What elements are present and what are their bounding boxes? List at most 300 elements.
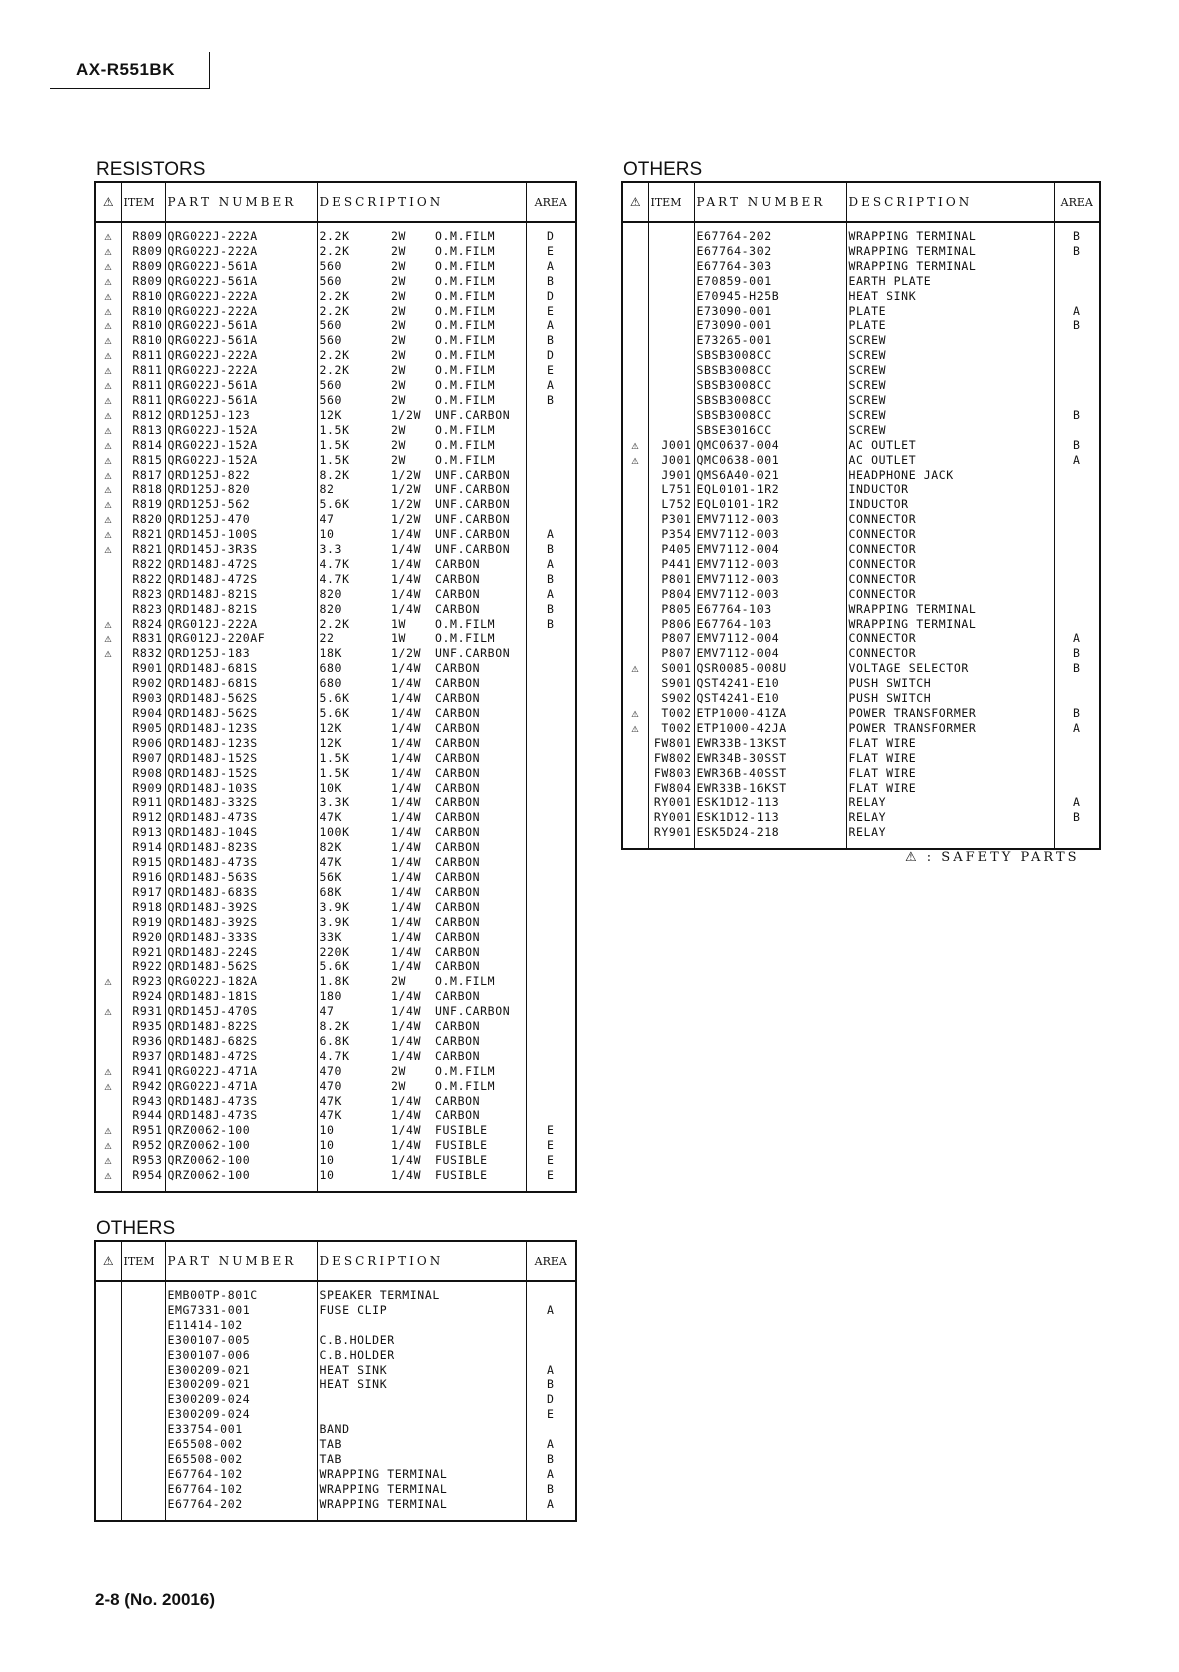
part-number: QRZ0062-100 [165,1138,317,1153]
resistor-type: FUSIBLE [435,1138,488,1153]
item-ref: R952 [121,1138,165,1153]
part-number: QRG022J-222A [165,289,317,304]
resistance-value: 1.8K [317,974,389,989]
safety-mark [622,557,648,572]
item-ref [648,378,694,393]
table-row [95,795,576,810]
item-ref [121,1482,165,1497]
resistor-type: O.M.FILM [435,616,496,631]
safety-mark: ⚠ [95,423,121,438]
safety-mark: ⚠ [95,318,121,333]
part-number: QRD148J-181S [165,989,317,1004]
safety-mark [95,840,121,855]
table-row [95,1377,576,1392]
part-number: QRZ0062-100 [165,1168,317,1192]
wattage: 1/4W [391,1153,422,1168]
table-row [622,572,1100,587]
safety-mark [622,751,648,766]
table-row [622,378,1100,393]
resistor-type: O.M.FILM [435,392,496,407]
resistor-type: FUSIBLE [435,1168,488,1183]
table-row [95,244,576,259]
item-ref: R904 [121,706,165,721]
table-row [95,289,576,304]
resistor-type: FUSIBLE [435,1153,488,1168]
area-code [1054,781,1100,796]
resistance-value: 4.7K [317,557,389,572]
area-code: B [1054,810,1100,825]
part-number: ETP1000-42JA [694,721,846,736]
area-code [526,1049,576,1064]
resistance-value: 18K [317,646,389,661]
description: AC OUTLET [846,453,1054,468]
part-number: QRD148J-473S [165,1108,317,1123]
item-ref [648,348,694,363]
item-ref: R909 [121,781,165,796]
table-row [95,1392,576,1407]
description: VOLTAGE SELECTOR [846,661,1054,676]
safety-mark [95,900,121,915]
wattage: 2W [391,1078,407,1093]
part-number: SBSB3008CC [694,348,846,363]
area-code [1054,333,1100,348]
part-number: QRG022J-561A [165,318,317,333]
description: RELAY [846,810,1054,825]
area-code: A [526,259,576,274]
resistor-type: O.M.FILM [435,273,496,288]
header-rule [50,88,210,89]
item-ref: R943 [121,1094,165,1109]
wattage: 1/4W [391,720,422,735]
table-row [95,1333,576,1348]
area-code: D [526,222,576,244]
resistor-type: UNF.CARBON [435,1004,511,1019]
safety-mark [622,542,648,557]
part-number: EWR33B-13KST [694,736,846,751]
resistor-type: O.M.FILM [435,631,496,646]
part-number: ESK1D12-113 [694,795,846,810]
item-ref [648,423,694,438]
table-row [95,974,576,989]
resistor-type: O.M.FILM [435,452,496,467]
safety-mark [95,676,121,691]
part-number: QRD148J-123S [165,736,317,751]
safety-mark [95,1363,121,1378]
description-header: DESCRIPTION [846,182,1054,222]
table-row [95,1079,576,1094]
area-code: E [526,244,576,259]
wattage: 1/4W [391,661,422,676]
area-code [526,810,576,825]
description: FLAT WIRE [846,736,1054,751]
safety-mark: ⚠ [95,974,121,989]
table-row [95,557,576,572]
table-row [95,587,576,602]
item-ref: R953 [121,1153,165,1168]
safety-mark [622,587,648,602]
item-ref: P801 [648,572,694,587]
resistor-type: CARBON [435,1108,481,1123]
item-ref [648,393,694,408]
resistor-type: CARBON [435,929,481,944]
resistor-type: CARBON [435,989,481,1004]
area-code [526,989,576,1004]
description: FLAT WIRE [846,766,1054,781]
item-ref: RY001 [648,810,694,825]
safety-mark: ⚠ [95,1079,121,1094]
table-row [95,1019,576,1034]
description: WRAPPING TERMINAL [846,602,1054,617]
description: CONNECTOR [846,587,1054,602]
table-row [622,781,1100,796]
area-code [1054,423,1100,438]
safety-mark [622,304,648,319]
resistor-type: CARBON [435,661,481,676]
part-number: QRD148J-823S [165,840,317,855]
safety-mark: ⚠ [95,1168,121,1192]
part-number: E67764-202 [694,222,846,244]
resistance-value: 820 [317,602,389,617]
resistance-value: 2.2K [317,222,389,244]
wattage: 1/4W [391,780,422,795]
resistor-type: CARBON [435,795,481,810]
safety-mark: ⚠ [95,617,121,632]
part-number: EQL0101-1R2 [694,497,846,512]
item-ref: R821 [121,527,165,542]
description: WRAPPING TERMINAL [846,244,1054,259]
area-code [526,1064,576,1079]
item-ref: R823 [121,587,165,602]
part-number: EMB00TP-801C [165,1281,317,1303]
resistance-value: 3.9K [317,915,389,930]
item-ref: R913 [121,825,165,840]
resistance-value: 560 [317,393,389,408]
safety-mark: ⚠ [95,363,121,378]
safety-mark [622,348,648,363]
description: SCREW [846,378,1054,393]
part-number: E70945-H25B [694,289,846,304]
table-row [622,646,1100,661]
table-row [95,840,576,855]
resistor-type: O.M.FILM [435,288,496,303]
resistor-type: O.M.FILM [435,422,496,437]
wattage: 2W [391,974,407,989]
wattage: 1/4W [391,840,422,855]
wattage: 2W [391,333,407,348]
table-row [95,393,576,408]
table-row [95,527,576,542]
part-number: EMV7112-004 [694,542,846,557]
table-row [95,497,576,512]
resistor-type: O.M.FILM [435,333,496,348]
resistance-value: 470 [317,1064,389,1079]
safety-mark [95,795,121,810]
description: EARTH PLATE [846,274,1054,289]
item-ref: R831 [121,631,165,646]
area-code: B [526,1377,576,1392]
description: RELAY [846,825,1054,849]
item-ref: R817 [121,468,165,483]
description: CONNECTOR [846,631,1054,646]
resistance-value: 82 [317,482,389,497]
table-row [95,542,576,557]
table-row [95,676,576,691]
resistance-value: 47K [317,810,389,825]
table-row [95,1303,576,1318]
area-code: B [526,617,576,632]
safety-parts-legend: ⚠ : SAFETY PARTS [905,850,1080,865]
resistor-type: CARBON [435,750,481,765]
area-code: B [1054,222,1100,244]
resistor-type: CARBON [435,691,481,706]
description: AC OUTLET [846,438,1054,453]
description: WRAPPING TERMINAL [846,259,1054,274]
table-row [622,661,1100,676]
resistor-type: O.M.FILM [435,437,496,452]
resistance-value: 680 [317,661,389,676]
resistor-type: CARBON [435,899,481,914]
description: C.B.HOLDER [317,1348,526,1363]
item-ref [121,1407,165,1422]
resistor-type: CARBON [435,720,481,735]
item-ref: R920 [121,930,165,945]
area-code [526,1034,576,1049]
others-bottom-title: OTHERS [96,1218,176,1239]
resistor-type: UNF.CARBON [435,497,511,512]
resistor-type: CARBON [435,586,481,601]
area-code [1054,393,1100,408]
safety-mark [95,1281,121,1303]
part-number: EWR36B-40SST [694,766,846,781]
safety-mark [622,333,648,348]
table-row [622,304,1100,319]
area-code: A [526,378,576,393]
safety-mark [622,810,648,825]
item-ref: R917 [121,885,165,900]
part-number-header: PART NUMBER [165,1241,317,1281]
table-row [95,900,576,915]
item-ref [648,333,694,348]
item-ref: R810 [121,304,165,319]
table-row [622,617,1100,632]
safety-mark [95,1377,121,1392]
table-row [622,289,1100,304]
safety-mark [622,631,648,646]
part-number: QRD148J-333S [165,930,317,945]
area-code: D [526,1392,576,1407]
item-ref: P405 [648,542,694,557]
safety-mark: ⚠ [95,393,121,408]
part-number: EMV7112-003 [694,572,846,587]
part-number: EWR34B-30SST [694,751,846,766]
item-ref: R905 [121,721,165,736]
item-ref: R908 [121,766,165,781]
area-code [1054,363,1100,378]
area-code [526,945,576,960]
part-number: QRD148J-473S [165,855,317,870]
table-row [95,855,576,870]
others-top-title: OTHERS [623,159,703,180]
wattage: 1/4W [391,542,422,557]
resistance-value: 560 [317,333,389,348]
resistance-value: 10 [317,1153,389,1168]
resistor-type: CARBON [435,556,481,571]
item-ref: R931 [121,1004,165,1019]
part-number: QRD148J-562S [165,959,317,974]
description [317,1318,526,1333]
safety-mark: ⚠ [95,1004,121,1019]
area-code [526,840,576,855]
item-ref [648,408,694,423]
table-row [622,810,1100,825]
area-header: AREA [1054,182,1100,222]
item-ref: R906 [121,736,165,751]
item-ref: FW802 [648,751,694,766]
area-code: B [526,333,576,348]
page-number: 2-8 (No. 20016) [95,1590,215,1609]
resistor-type: CARBON [435,676,481,691]
table-row [622,631,1100,646]
item-ref: L751 [648,482,694,497]
resistance-value: 10 [317,1123,389,1138]
item-ref [648,318,694,333]
table-row [622,348,1100,363]
resistance-value: 5.6K [317,497,389,512]
resistance-value: 560 [317,274,389,289]
part-number: QRD148J-473S [165,1094,317,1109]
table-row [95,646,576,661]
area-code [1054,602,1100,617]
area-code [526,1019,576,1034]
safety-mark [622,482,648,497]
description: CONNECTOR [846,572,1054,587]
part-number: QRG022J-152A [165,453,317,468]
item-ref: R916 [121,870,165,885]
table-row [95,1281,576,1303]
area-code: B [526,602,576,617]
item-ref: R921 [121,945,165,960]
description: SCREW [846,333,1054,348]
item-ref: S902 [648,691,694,706]
description: CONNECTOR [846,527,1054,542]
part-number: QRG022J-561A [165,333,317,348]
area-code: B [1054,706,1100,721]
item-ref [121,1467,165,1482]
part-number: QRD148J-683S [165,885,317,900]
area-header: AREA [526,1241,576,1281]
safety-mark: ⚠ [95,482,121,497]
resistor-type: O.M.FILM [435,303,496,318]
area-code [526,900,576,915]
part-number-header: PART NUMBER [694,182,846,222]
item-ref [121,1377,165,1392]
resistor-type: CARBON [435,571,481,586]
safety-mark [622,259,648,274]
item-ref: L752 [648,497,694,512]
area-code [1054,289,1100,304]
resistor-type: CARBON [435,735,481,750]
table-row [622,512,1100,527]
description: HEADPHONE JACK [846,468,1054,483]
safety-mark [95,1437,121,1452]
resistance-value: 2.2K [317,289,389,304]
resistor-type: CARBON [435,959,481,974]
area-code: B [526,1452,576,1467]
safety-mark: ⚠ [95,408,121,423]
table-row [95,781,576,796]
table-row [622,557,1100,572]
area-code: B [1054,318,1100,333]
item-ref: R809 [121,259,165,274]
item-ref: R912 [121,810,165,825]
part-number: QRG022J-471A [165,1064,317,1079]
area-code: A [1054,453,1100,468]
table-row [95,751,576,766]
area-code: A [1054,304,1100,319]
area-code [526,1079,576,1094]
area-code [526,1004,576,1019]
resistance-value: 12K [317,736,389,751]
safety-mark [95,661,121,676]
part-number: QRG022J-471A [165,1079,317,1094]
safety-mark: ⚠ [95,512,121,527]
area-code [1054,691,1100,706]
others-bottom-table [94,1240,577,1522]
safety-mark [95,989,121,1004]
resistor-type: UNF.CARBON [435,542,511,557]
part-number: SBSB3008CC [694,363,846,378]
wattage: 2W [391,303,407,318]
part-number: QRD125J-470 [165,512,317,527]
wattage: 2W [391,229,407,243]
part-number: QRG022J-561A [165,393,317,408]
table-row [95,959,576,974]
description: POWER TRANSFORMER [846,706,1054,721]
wattage: 2W [391,392,407,407]
table-row [622,587,1100,602]
resistance-value: 8.2K [317,1019,389,1034]
wattage: 1/2W [391,467,422,482]
wattage: 1/4W [391,601,422,616]
safety-mark [622,244,648,259]
safety-mark [95,1422,121,1437]
wattage: 2W [391,258,407,273]
resistance-value: 1.5K [317,438,389,453]
resistance-value: 100K [317,825,389,840]
item-ref: R818 [121,482,165,497]
area-code: B [1054,244,1100,259]
resistor-type: CARBON [435,1019,481,1034]
part-number: E300209-021 [165,1363,317,1378]
area-code [1054,259,1100,274]
area-code: A [526,1467,576,1482]
wattage: 1/4W [391,899,422,914]
part-number: E65508-002 [165,1452,317,1467]
safety-mark: ⚠ [95,631,121,646]
safety-mark: ⚠ [95,1064,121,1079]
table-row [622,363,1100,378]
item-ref [121,1452,165,1467]
resistance-value: 220K [317,945,389,960]
part-number: ESK5D24-218 [694,825,846,849]
table-row [622,408,1100,423]
description: CONNECTOR [846,646,1054,661]
wattage: 2W [391,452,407,467]
item-ref [121,1497,165,1521]
resistor-type: CARBON [435,855,481,870]
area-code [1054,512,1100,527]
part-number: ETP1000-41ZA [694,706,846,721]
